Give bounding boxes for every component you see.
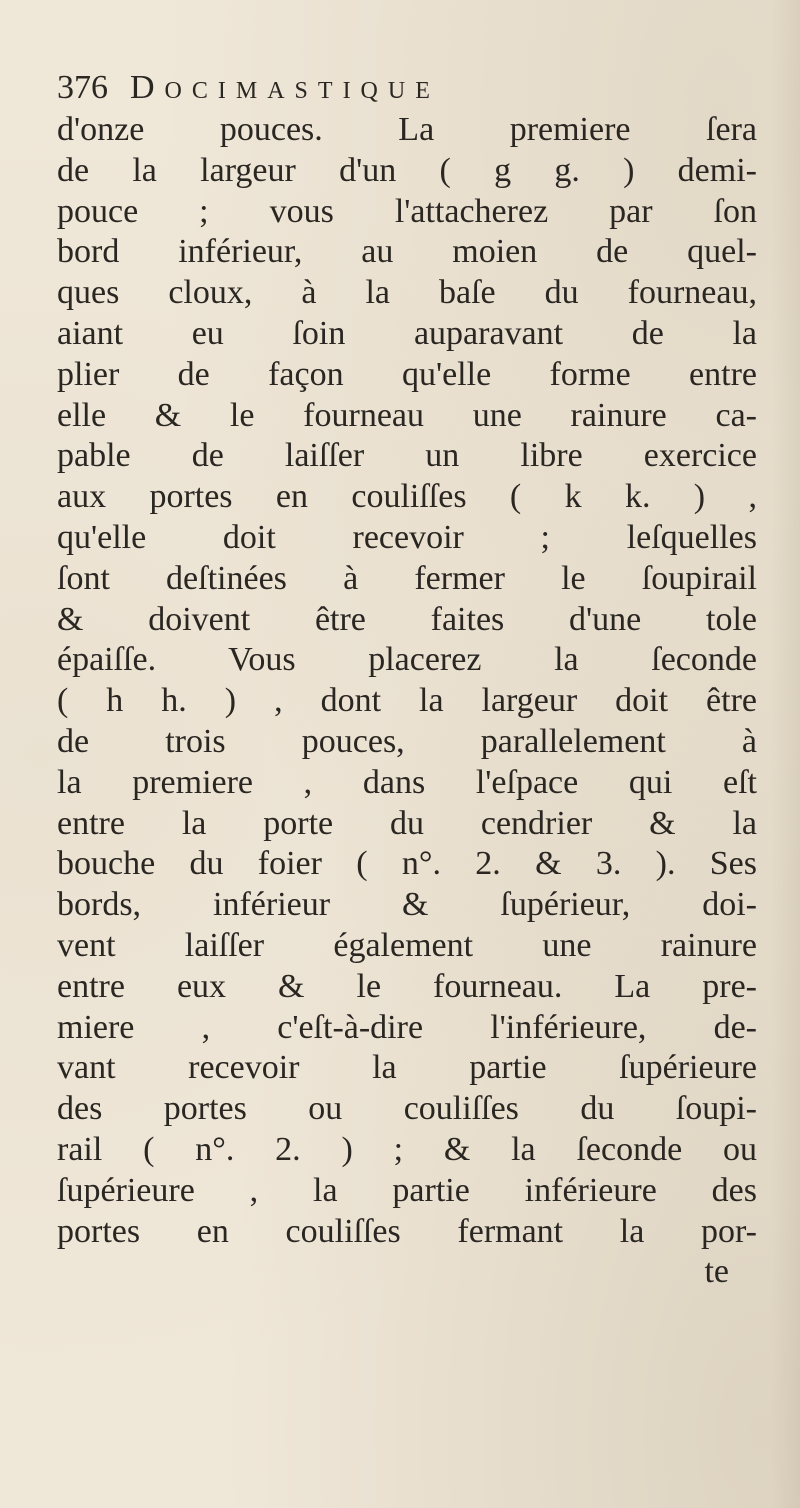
text-line: pable de laiſſer un libre exercice [57,437,757,475]
text-line: & doivent être faites d'une tole [57,600,757,638]
running-title: Docimastique [130,69,440,106]
text-line: miere , c'eſt-à-dire l'inférieure, de- [57,1008,757,1046]
text-line: aux portes en couliſſes ( k k. ) , [57,478,757,516]
text-line: ( h h. ) , dont la largeur doit être [57,682,757,720]
text-line: bouche du foier ( n°. 2. & 3. ). Ses [57,845,757,883]
text-line: des portes ou couliſſes du ſoupi- [57,1090,757,1128]
text-line: aiant eu ſoin auparavant de la [57,314,757,352]
text-line: ques cloux, à la baſe du fourneau, [57,274,757,312]
text-line: vant recevoir la partie ſupérieure [57,1049,757,1087]
page-number: 376 [57,69,108,106]
text-line: portes en couliſſes fermant la por- [57,1212,757,1250]
text-line: épaiſſe. Vous placerez la ſeconde [57,641,757,679]
text-line: entre la porte du cendrier & la [57,804,757,842]
page-header [57,66,697,110]
text-line: d'onze pouces. La premiere ſera [57,111,757,148]
page-edge-shadow [770,0,800,1508]
text-line: vent laiſſer également une rainure [57,926,757,964]
text-line: qu'elle doit recevoir ; leſquelles [57,518,757,556]
text-line: la premiere , dans l'eſpace qui eſt [57,763,757,801]
text-line: de trois pouces, parallelement à [57,722,757,760]
text-line: bord inférieur, au moien de quel- [57,233,757,271]
text-line: elle & le fourneau une rainure ca- [57,396,757,434]
text-line: de la largeur d'un ( g g. ) demi- [57,151,757,189]
body-text [57,110,757,1293]
text-line: ſupérieure , la partie inférieure des [57,1171,757,1209]
text-line: pouce ; vous l'attacherez par ſon [57,192,757,230]
catchword: te [704,1253,729,1291]
text-line: ſont deſtinées à fermer le ſoupirail [57,559,757,597]
text-line: plier de façon qu'elle forme entre [57,355,757,393]
text-line: entre eux & le fourneau. La pre- [57,967,757,1005]
text-line: bords, inférieur & ſupérieur, doi- [57,886,757,924]
text-line: rail ( n°. 2. ) ; & la ſeconde ou [57,1130,757,1168]
